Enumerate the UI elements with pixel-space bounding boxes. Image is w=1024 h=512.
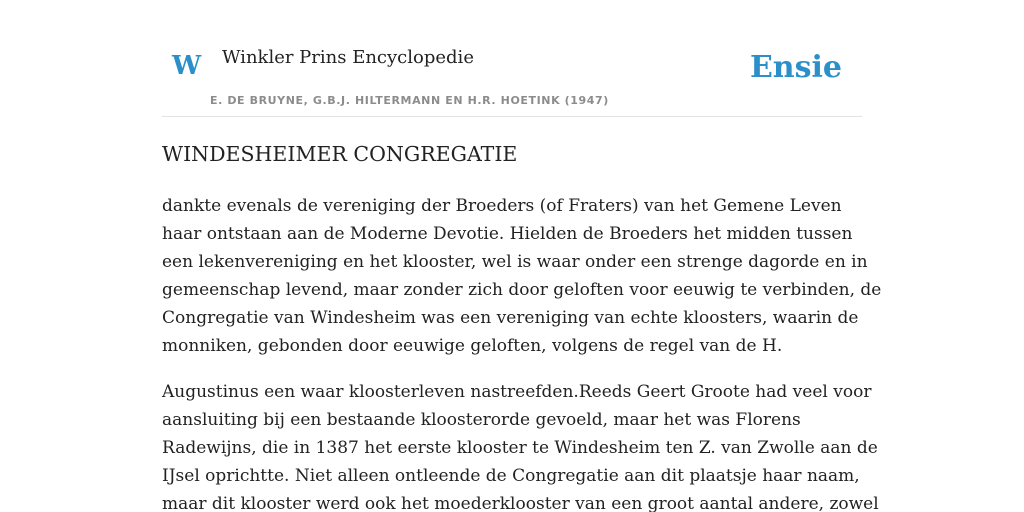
site-logo[interactable]: W: [172, 51, 202, 81]
brand-logo[interactable]: Ensie: [749, 50, 842, 85]
site-title[interactable]: Winkler Prins Encyclopedie: [222, 47, 474, 68]
authors-credit: E. DE BRUYNE, G.B.J. HILTERMANN EN H.R. HOETINK (1947): [210, 94, 609, 107]
article-title: WINDESHEIMER CONGREGATIE: [162, 142, 518, 166]
site-header: [162, 40, 862, 117]
article-paragraph: dankte evenals de vereniging der Broeders (of Fraters) van het Gemene Leven haar ontstaan aan de Moderne Devotie. Hielden de Broeders het midden tussen een lekenvereniging en het klooster, wel is waar onder een strenge dagorde en in gemeenschap levend, maar zonder zich door geloften voor eeuwig te verbinden, de Congregatie van Windesheim was een vereniging van echte kloosters, waarin de monniken, gebonden door eeuwige geloften, volgens de regel van de H.: [162, 196, 882, 356]
article-paragraph: Augustinus een waar kloosterleven nastreefden.Reeds Geert Groote had veel voor aansluiting bij een bestaande kloosterorde gevoeld, maar het was Florens Radewijns, die in 1387 het eerste klooster te Windesheim ten Z. van Zwolle aan de IJsel oprichtte. Niet alleen ontleende de Congregatie aan dit plaatsje haar naam, maar dit klooster werd ook het moederklooster van een groot aantal andere, zowel: [162, 382, 879, 512]
article-body: [162, 192, 882, 512]
